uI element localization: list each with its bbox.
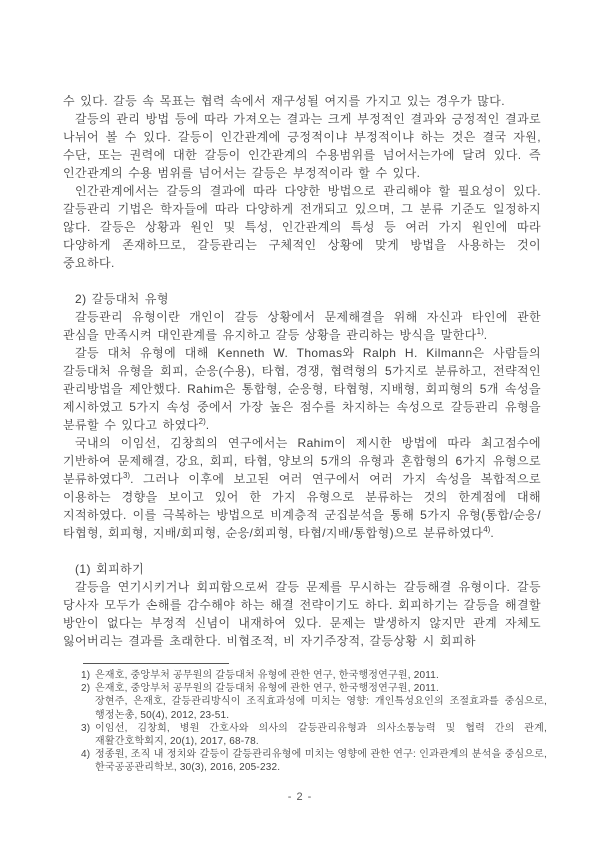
paragraph: 갈등의 관리 방법 등에 따라 가져오는 결과는 크게 부정적인 결과와 긍정적인 결과로 나뉘어 볼 수 있다. 갈등이 인간관계에 긍정적이냐 부정적이냐 하는 것은 결국 자원, 수단, 또는 권력에 대한 갈등이 인간관계의 수용범위를 넘어서는가에 달려 있다. 즉 인간관계의 수용 범위를 넘어서는 갈등은 부정적이라 할 수 있다. [63,112,541,180]
document-body [63,92,541,650]
footnote-number: 1) [81,670,91,681]
footnote-number: 2) [81,683,91,695]
footnote-text [95,722,547,748]
footnote-reference: 2) [198,417,206,426]
paragraph: 갈등을 연기시키거나 회피함으로써 갈등 문제를 무시하는 갈등해결 유형이다. 갈등 당사자 모두가 손해를 감수해야 하는 해결 전략이기도 하다. 회피하기는 갈등을 해결할 방안이 없다는 부정적 신념이 내재하여 있다. 문제는 발생하지 않지만 관계 자체도 잃어버리는 결과를 초래한다. 비협조적, 비 자기주장적, 갈등상황 시 회피하 [63,580,541,648]
blank-line [63,272,541,290]
footnote-text [95,682,547,722]
paragraph: 갈등관리 유형이란 개인이 갈등 상황에서 문제해결을 위해 자신과 타인에 관한 관심을 만족시켜 대인관계를 유지하고 갈등 상황을 관리하는 방식을 말한다$^{1)}$. [63,310,541,342]
blank-line [63,542,541,560]
paragraph: 갈등 대처 유형에 대해 Kenneth W. Thomas와 Ralph H. Kilmann은 사람들의 갈등대처 유형을 회피, 순응(수용), 타협, 경쟁, 협력형의 5가지로 분류하고, 전략적인 관리방법을 제안했다. Rahim은 통합형, 순응형, 타협형, 지배형, 회피형의 5개 속성을 제시하였고 5가지 속성 중에서 가장 높은 점수를 차지하는 속성으로 갈등관리 유형을 분류할 수 있다고 하였다$^{2)}$. [63,346,541,432]
footnote-reference: 1) [476,327,484,336]
footnote-separator [83,663,229,664]
footnote-text-line: 장현주, 은재호, 갈등관리방식이 조직효과성에 미치는 영향: 개인특성요인의 조절효과를 중심으로, 행정논총, 50(4), 2012, 23-51. [95,696,547,721]
footnote-number: 4) [81,749,91,761]
footnote-text-line: 은재호, 중앙부처 공무원의 갈등대처 유형에 관한 연구, 한국행정연구원, 2011. [95,670,439,681]
footnote-text-line: 은재호, 중앙부처 공무원의 갈등대처 유형에 관한 연구, 한국행정연구원, 2011. [95,683,439,695]
footnote-number: 3) [81,722,91,734]
footnote-item [81,669,547,682]
footnote-item [81,682,547,722]
footnote-text-line: 이임선, 김창희, 병원 간호사와 의사의 갈등관리유형과 의사소통능력 및 협력 간의 관계, 재활간호학회지, 20(1), 2017, 68-78. [95,722,547,748]
paragraph: 인간관계에서는 갈등의 결과에 따라 다양한 방법으로 관리해야 할 필요성이 있다. 갈등관리 기법은 학자들에 따라 다양하게 전개되고 있으며, 그 분류 기준도 일정하지 않다. 갈등은 상황과 원인 및 특성, 인간관계의 특성 등 여러 가지 원인에 따라 다양하게 존재하므로, 갈등관리는 구체적인 상황에 맞게 방법을 사용하는 것이 중요하다. [63,184,541,270]
paragraph: 국내의 이임선, 김창희의 연구에서는 Rahim이 제시한 방법에 따라 최고점수에 기반하여 문제해결, 강요, 회피, 타협, 양보의 5개의 유형과 혼합형의 6가지 유형으로 분류하였다$^{3)}$. 그러나 이후에 보고된 여러 연구에서 여러 가지 속성을 복합적으로 이용하는 경향을 보이고 있어 한 가지 유형으로 분류하는 것의 한계점에 대해 지적하였다. 이를 극복하는 방법으로 비계층적 군집분석을 통해 5가지 유형(통합/순응/타협형, 회피형, 지배/회피형, 순응/회피형, 타협/지배/통합형)으로 분류하였다$^{4)}$. [63,436,541,540]
footnote-item [81,722,547,748]
footnote-text-line: 정종원, 조직 내 정치와 갈등이 갈등관리유형에 미치는 영향에 관한 연구: 인과관계의 분석을 중심으로, 한국공공관리학보, 30(3), 2016, 205-232. [95,749,547,774]
footnote-reference: 4) [483,525,491,534]
section-heading: 2) 갈등대처 유형 [75,292,169,306]
paragraph: 수 있다. 갈등 속 목표는 협력 속에서 재구성될 여지를 가지고 있는 경우가 많다. [63,94,506,108]
section-heading: (1) 회피하기 [75,562,145,576]
footnote-item [81,748,547,774]
page-number: - 2 - [287,791,313,803]
footnote-text [95,669,547,682]
footnotes [81,669,547,775]
footnote-reference: 3) [122,471,131,480]
footnote-text [95,748,547,774]
